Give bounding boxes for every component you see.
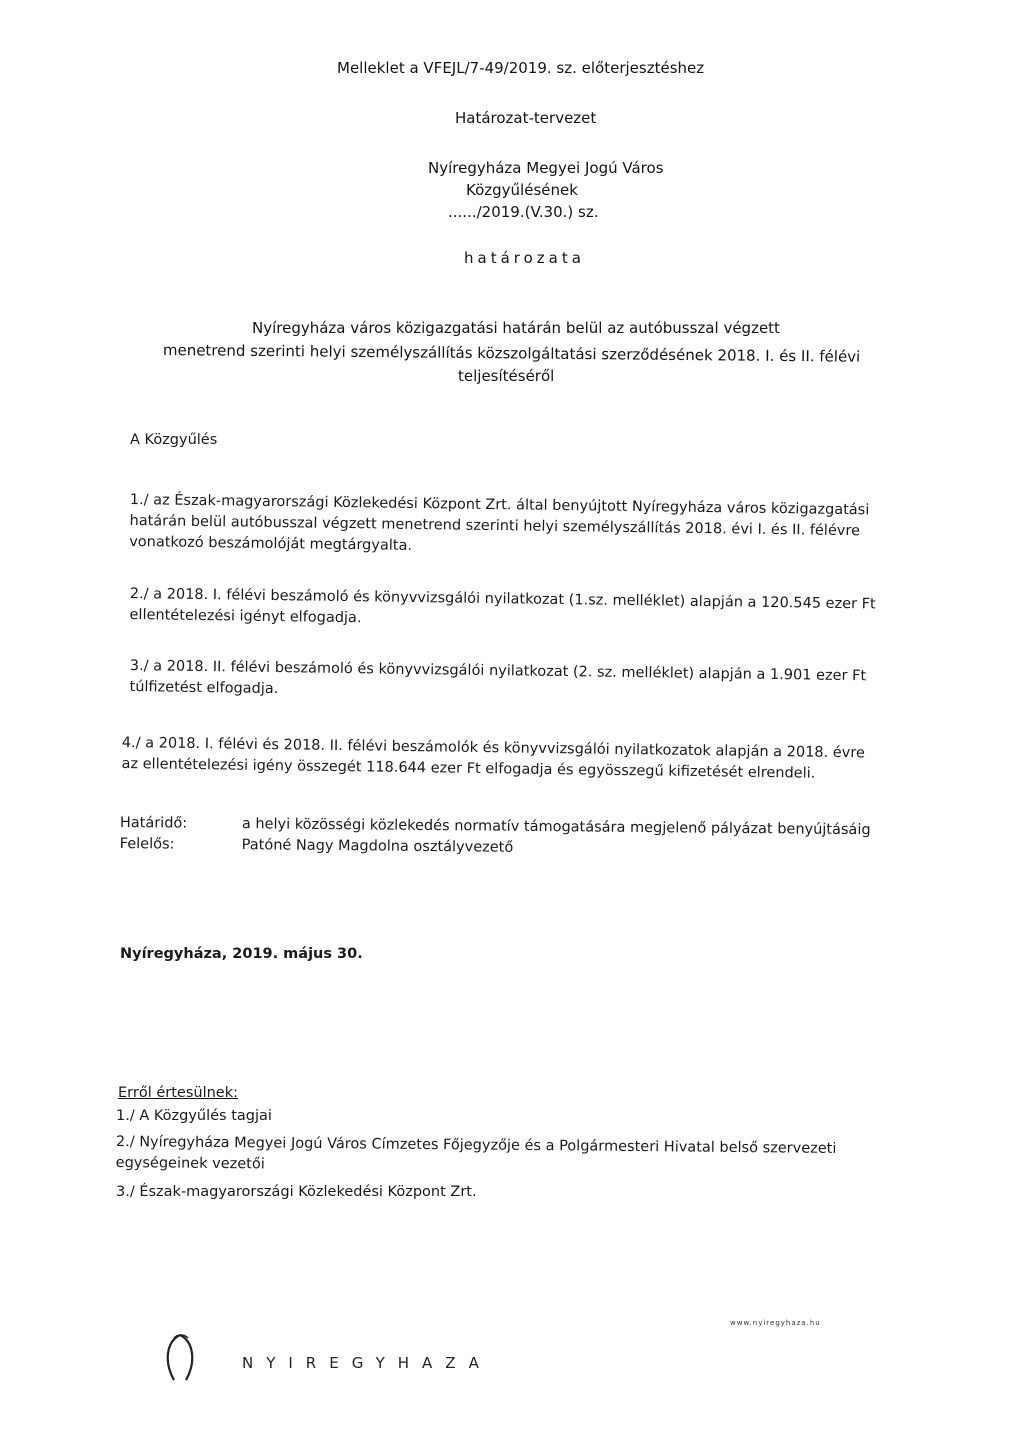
notify-item-2 (116, 1132, 837, 1181)
subject-line-3: teljesítéséről (458, 367, 555, 385)
resolution-item-3 (129, 656, 866, 708)
place-date: Nyíregyháza, 2019. május 30. (120, 946, 363, 962)
item-3-line-1: 3./ a 2018. II. félévi beszámoló és könyvvizsgálói nyilatkozat (2. sz. melléklet) alapján a 1.901 ezer Ft (129, 657, 867, 685)
assembly-intro: A Közgyűlés (130, 432, 218, 448)
notify-item-3: 3./ Észak-magyarországi Közlekedési Központ Zrt. (116, 1184, 477, 1200)
subject-line-1: Nyíregyháza város közigazgatási határán belül az autóbusszal végzett (252, 319, 780, 337)
resolution-item-4 (121, 733, 865, 785)
deadline-value: a helyi közösségi közlekedés normatív támogatására megjelenő pályázat benyújtásáig (241, 816, 871, 839)
city-logo-mark-icon (160, 1332, 200, 1384)
notify-item-1: 1./ A Közgyűlés tagjai (116, 1108, 272, 1124)
resolution-item-2 (129, 584, 875, 636)
decision-word: határozata (464, 249, 585, 267)
responsible-label: Felelős: (119, 835, 175, 853)
subject-line-2: menetrend szerinti helyi személyszállítás közszolgáltatási szerződésének 2018. I. és II. félévi (162, 340, 861, 366)
deadline-label: Határidő: (119, 814, 188, 832)
document-type: Határozat-tervezet (455, 109, 597, 127)
responsible-value: Patóné Nagy Magdolna osztályvezető (241, 837, 514, 856)
responsibility-block (120, 813, 871, 862)
item-4-line-1: 4./ a 2018. I. félévi és 2018. II. félévi beszámolók és könyvvizsgálói nyilatkozatok alapján a 2018. évre (121, 734, 865, 762)
notify-heading: Erről értesülnek: (118, 1085, 238, 1101)
attachment-line: Melleklet a VFEJL/7-49/2019. sz. előterjesztéshez (337, 59, 705, 77)
item-3-line-2: túlfizetést elfogadja. (129, 678, 279, 698)
notify-item-2-line-1: 2./ Nyíregyháza Megyei Jogú Város Címzetes Főjegyzője és a Polgármesteri Hivatal belső szervezeti (115, 1133, 837, 1157)
footer-website: www.nyiregyhaza.hu (730, 1319, 821, 1327)
notify-item-2-line-2: egységeinek vezetői (115, 1154, 265, 1173)
decision-number: ....../2019.(V.30.) sz. (448, 203, 599, 221)
resolution-item-1 (129, 490, 869, 563)
item-1-line-2: határán belül autóbusszal végzett menetrend szerinti helyi személyszállítás 2018. évi I. és II. félévre (129, 512, 861, 540)
item-1-line-1: 1./ az Észak-magyarországi Közlekedési Központ Zrt. által benyújtott Nyíregyháza város közigazgatási (129, 491, 870, 519)
issuer-line-2: Közgyűlésének (466, 181, 578, 199)
issuer-line-1: Nyíregyháza Megyei Jogú Város (428, 159, 664, 177)
item-2-line-2: ellentételezési igényt elfogadja. (129, 606, 362, 627)
item-1-line-3: vonatkozó beszámolóját megtárgyalta. (129, 533, 413, 554)
item-2-line-1: 2./ a 2018. I. félévi beszámoló és könyvvizsgálói nyilatkozat (1.sz. melléklet) alapján a 120.545 ezer Ft (129, 585, 876, 613)
city-logo-wordmark: NYIREGYHAZA (242, 1354, 492, 1372)
item-4-line-2: az ellentételezési igény összegét 118.644 ezer Ft elfogadja és egyösszegű kifizetését elrendeli. (121, 755, 816, 782)
